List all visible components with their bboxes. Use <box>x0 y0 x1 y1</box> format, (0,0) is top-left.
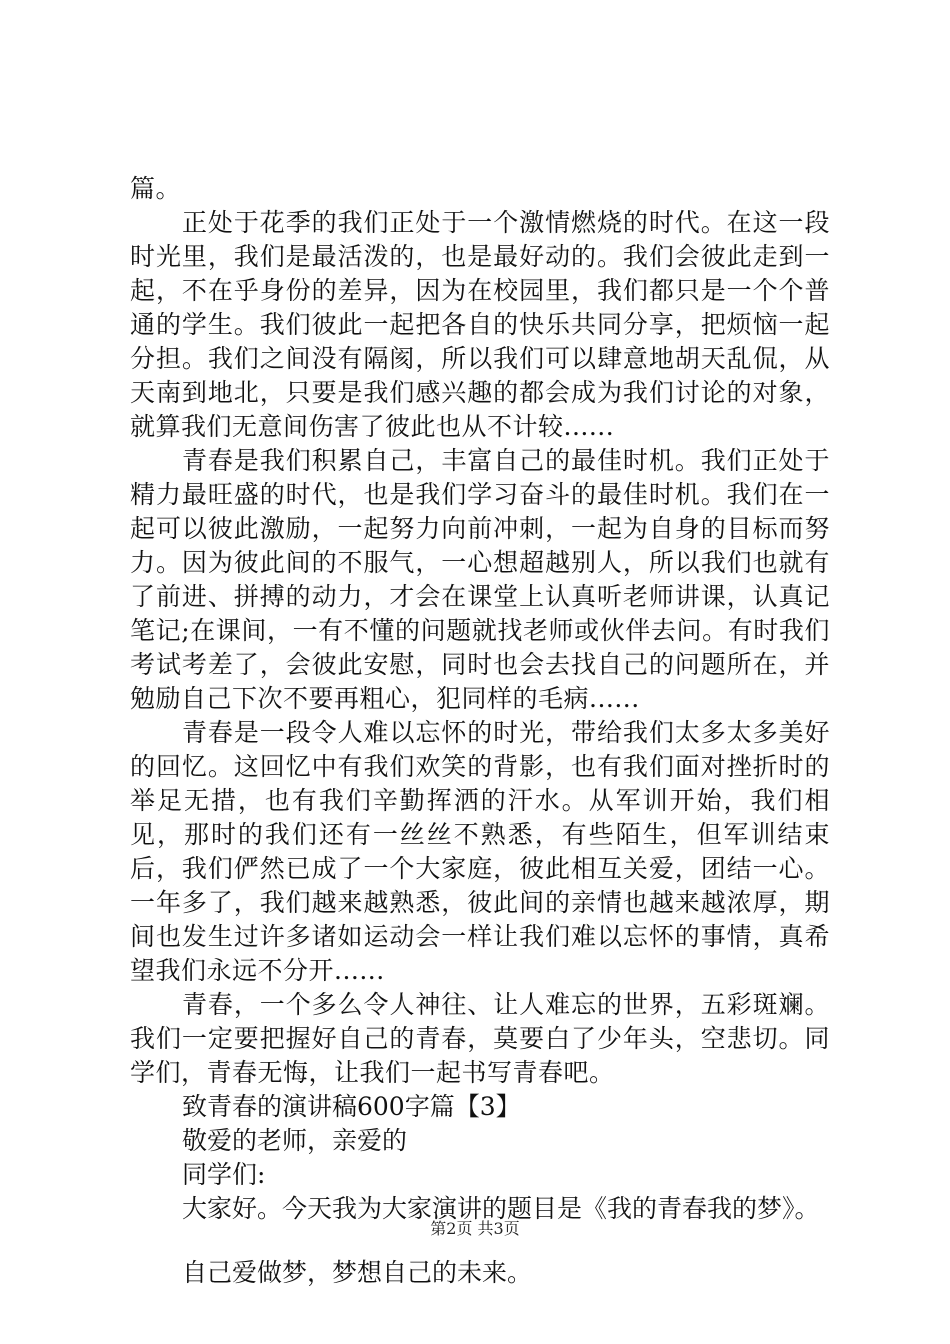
continuation-text: 篇。 <box>130 174 182 203</box>
closing-line: 自己爱做梦，梦想自己的未来。 <box>182 1258 533 1287</box>
paragraph-2: 青春是我们积累自己，丰富自己的最佳时机。我们正处于精力最旺盛的时代，也是我们学习奋斗的最佳时机。我们在一起可以彼此激励，一起努力向前冲刺，一起为自身的目标而努力。因为彼此间的不服气，一心想超越别人，所以我们也就有了前进、拼搏的动力，才会在课堂上认真听老师讲课，认真记笔记;在课间，一有不懂的问题就找老师或伙伴去问。有时我们考试考差了，会彼此安慰，同时也会去找自己的问题所在，并勉励自己下次不要再粗心，犯同样的毛病...... <box>130 446 830 713</box>
paragraph-4: 青春，一个多么令人神往、让人难忘的世界，五彩斑斓。我们一定要把握好自己的青春，莫要白了少年头，空悲切。同学们，青春无悔，让我们一起书写青春吧。 <box>130 990 830 1087</box>
salutation-line-2: 同学们: <box>182 1160 266 1189</box>
paragraph-1: 正处于花季的我们正处于一个激情燃烧的时代。在这一段时光里，我们是最活泼的，也是最好动的。我们会彼此走到一起，不在乎身份的差异，因为在校园里，我们都只是一个个普通的学生。我们彼此一起把各自的快乐共同分享，把烦恼一起分担。我们之间没有隔阂，所以我们可以肆意地胡天乱侃，从天南到地北，只要是我们感兴趣的都会成为我们讨论的对象，就算我们无意间伤害了彼此也从不计较...... <box>130 208 830 441</box>
paragraph-3: 青春是一段令人难以忘怀的时光，带给我们太多太多美好的回忆。这回忆中有我们欢笑的背影，也有我们面对挫折时的举足无措，也有我们辛勤挥洒的汗水。从军训开始，我们相见，那时的我们还有一丝丝不熟悉，有些陌生，但军训结束后，我们俨然已成了一个大家庭，彼此相互关爱，团结一心。一年多了，我们越来越熟悉，彼此间的亲情也越来越浓厚，期间也发生过许多诸如运动会一样让我们难以忘怀的事情，真希望我们永远不分开...... <box>130 718 830 985</box>
salutation-line-1: 敬爱的老师，亲爱的 <box>182 1126 408 1155</box>
section-heading: 致青春的演讲稿600字篇【3】 <box>182 1092 521 1121</box>
intro-line: 大家好。今天我为大家演讲的题目是《我的青春我的梦》。 <box>182 1194 820 1223</box>
document-body <box>130 172 830 1290</box>
page-footer: 第2页 共3页 <box>430 1219 520 1238</box>
